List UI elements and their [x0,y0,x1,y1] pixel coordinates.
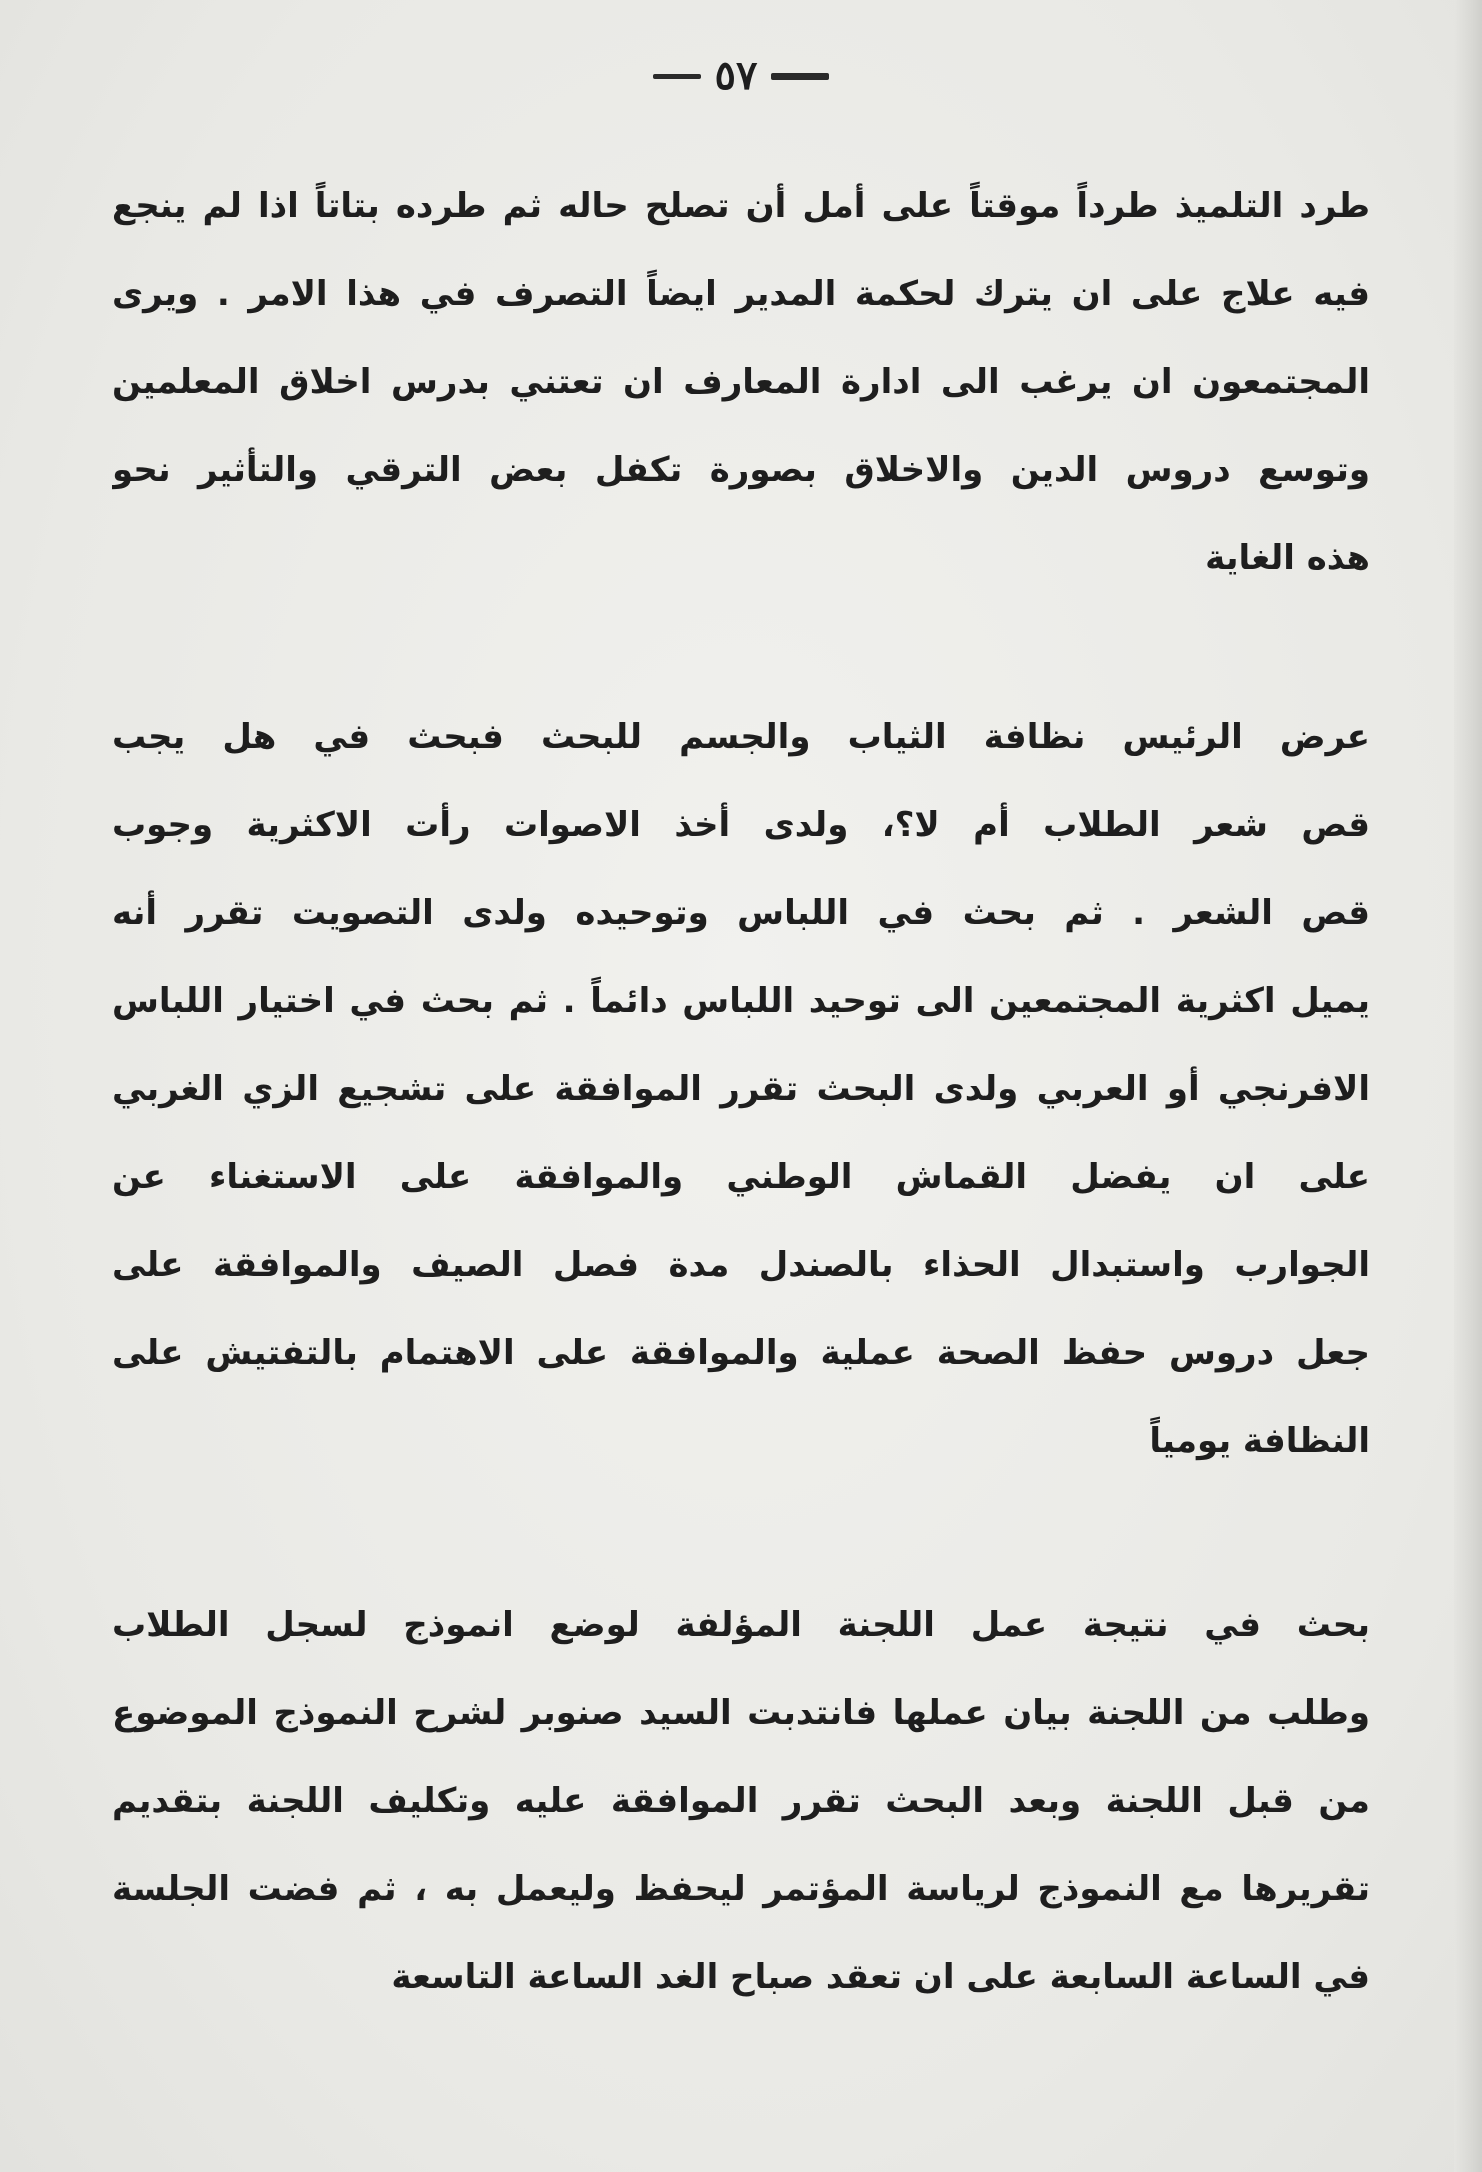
page-edge-shadow [1454,0,1482,2172]
text-line: جعل دروس حفظ الصحة عملية والموافقة على الاهتمام بالتفتيش على [112,1333,1370,1373]
text-line: وتوسع دروس الدين والاخلاق بصورة تكفل بعض الترقي والتأثير نحو [112,450,1370,490]
text-line: قص الشعر . ثم بحث في اللباس وتوحيده ولدى التصويت تقرر أنه [112,893,1370,933]
text-line: يميل اكثرية المجتمعين الى توحيد اللباس دائماً . ثم بحث في اختيار اللباس [112,981,1370,1021]
text-line: وطلب من اللجنة بيان عملها فانتدبت السيد صنوبر لشرح النموذج الموضوع [112,1693,1370,1733]
text-line: الافرنجي أو العربي ولدى البحث تقرر الموافقة على تشجيع الزي الغربي [112,1069,1370,1109]
text-line: المجتمعون ان يرغب الى ادارة المعارف ان تعتني بدرس اخلاق المعلمين [112,362,1370,402]
header-right-rule [771,73,829,80]
page-header [0,52,1482,99]
text-line: من قبل اللجنة وبعد البحث تقرر الموافقة عليه وتكليف اللجنة بتقديم [112,1781,1370,1821]
paragraph-1 [112,162,1370,602]
text-line: تقريرها مع النموذج لرياسة المؤتمر ليحفظ وليعمل به ، ثم فضت الجلسة [112,1869,1370,1909]
header-left-rule [653,74,701,79]
page-number: ٥٧ [714,52,758,99]
text-line: قص شعر الطلاب أم لا؟، ولدى أخذ الاصوات رأت الاكثرية وجوب [112,805,1370,845]
text-line: بحث في نتيجة عمل اللجنة المؤلفة لوضع انموذج لسجل الطلاب [112,1605,1370,1645]
paragraph-2 [112,693,1370,1485]
text-line: فيه علاج على ان يترك لحكمة المدير ايضاً التصرف في هذا الامر . ويرى [112,274,1370,314]
text-line: طرد التلميذ طرداً موقتاً على أمل أن تصلح حاله ثم طرده بتاتاً اذا لم ينجع [112,186,1370,226]
text-line: النظافة يومياً [1149,1421,1370,1461]
text-line: في الساعة السابعة على ان تعقد صباح الغد الساعة التاسعة [391,1957,1370,1997]
text-line: الجوارب واستبدال الحذاء بالصندل مدة فصل الصيف والموافقة على [112,1245,1370,1285]
paragraph-3 [112,1581,1370,2021]
text-line: عرض الرئيس نظافة الثياب والجسم للبحث فبحث في هل يجب [112,717,1370,757]
text-line: هذه الغاية [1205,538,1370,578]
text-line: على ان يفضل القماش الوطني والموافقة على الاستغناء عن [112,1157,1370,1197]
